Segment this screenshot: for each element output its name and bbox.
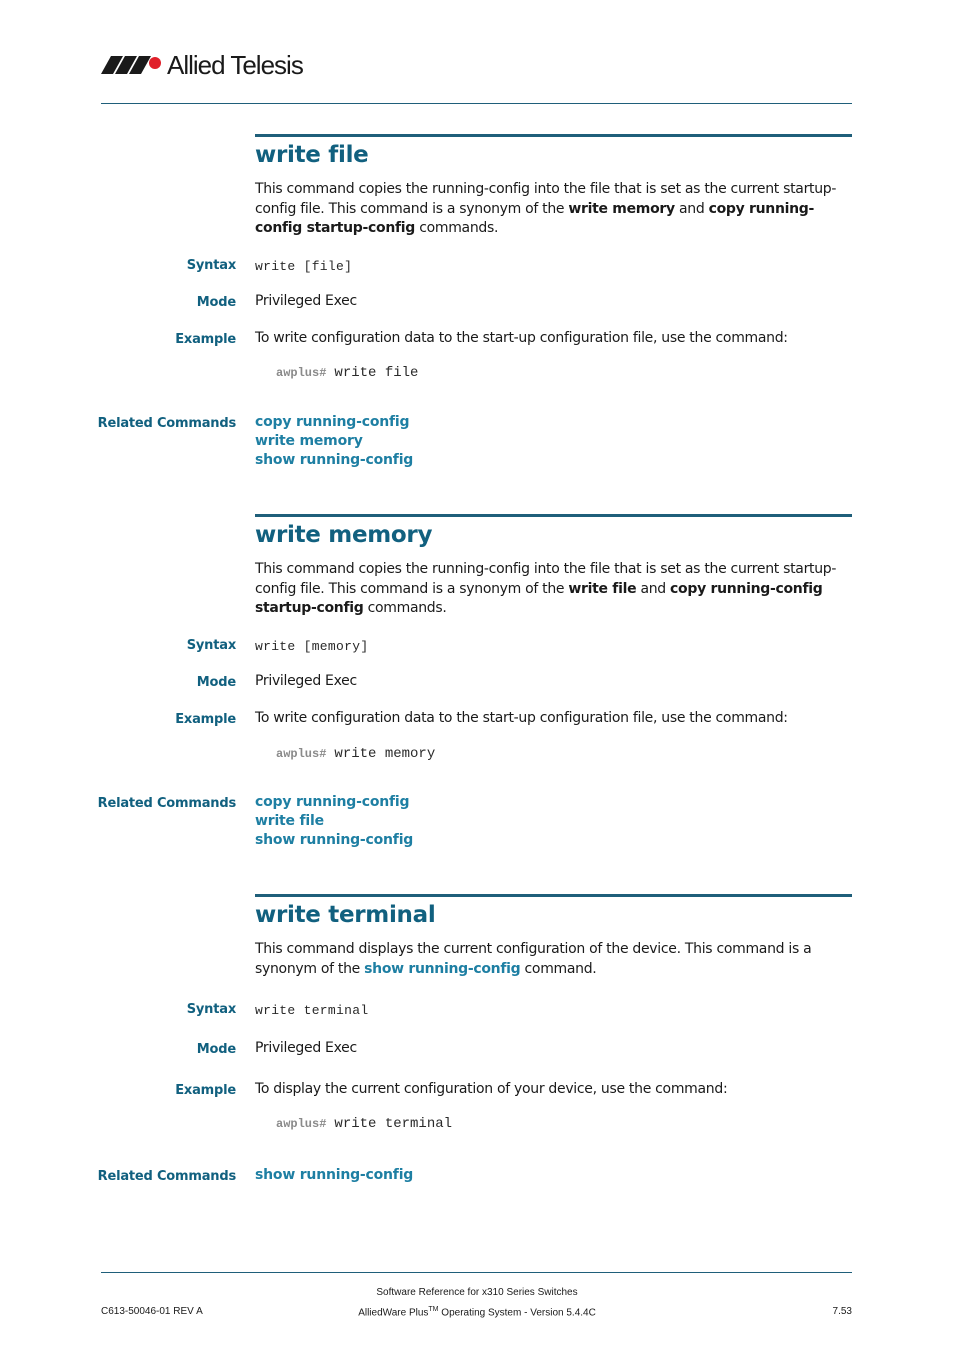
syntax-value: write [file] <box>255 259 353 274</box>
related-link[interactable]: show running-config <box>255 1167 414 1183</box>
related-link[interactable]: write file <box>255 813 324 829</box>
related-link[interactable]: show running-config <box>255 452 414 468</box>
syntax-value: write terminal <box>255 1003 369 1018</box>
code-prompt: awplus# <box>276 747 327 761</box>
related-commands-label: Related Commands <box>97 1169 236 1184</box>
inline-link[interactable]: show running-config <box>364 960 521 977</box>
footer-page-number: 7.53 <box>832 1306 852 1317</box>
mode-label: Mode <box>196 675 236 690</box>
code-command: write file <box>334 365 419 381</box>
section-description: This command copies the running-config into the file that is set as the current startup-config file. This command is a synonym of the write file and copy running-config startup-config commands. <box>255 561 837 617</box>
code-command: write memory <box>334 746 436 762</box>
example-label: Example <box>175 712 236 727</box>
syntax-label: Syntax <box>186 638 236 653</box>
brand-logo <box>101 48 303 82</box>
footer-doc-title: Software Reference for x310 Series Switches <box>376 1287 578 1298</box>
code-prompt: awplus# <box>276 1117 327 1131</box>
header-divider <box>101 103 852 104</box>
syntax-value: write [memory] <box>255 639 369 654</box>
mode-value: Privileged Exec <box>255 1040 357 1056</box>
brand-name: Allied Telesis <box>167 49 303 80</box>
related-link[interactable]: show running-config <box>255 832 414 848</box>
section-title: write file <box>255 142 369 168</box>
related-commands-label: Related Commands <box>97 416 236 431</box>
example-code <box>276 365 418 381</box>
section-title: write memory <box>255 522 433 548</box>
example-text: To display the current configuration of your device, use the command: <box>255 1081 728 1097</box>
example-label: Example <box>175 332 236 347</box>
section-rule <box>255 894 852 897</box>
section-rule <box>255 514 852 517</box>
related-commands-label: Related Commands <box>97 796 236 811</box>
section-rule <box>255 134 852 137</box>
related-link[interactable]: write memory <box>255 433 363 449</box>
example-text: To write configuration data to the start-up configuration file, use the command: <box>255 710 788 726</box>
footer-os-version: AlliedWare Plus™ Operating System - Version 5.4.4C <box>358 1306 596 1319</box>
footer-doc-code: C613-50046-01 REV A <box>101 1306 203 1317</box>
section-title: write terminal <box>255 902 436 928</box>
example-label: Example <box>175 1083 236 1098</box>
syntax-label: Syntax <box>186 1002 236 1017</box>
example-text: To write configuration data to the start-up configuration file, use the command: <box>255 330 788 346</box>
example-code <box>276 1116 452 1132</box>
mode-value: Privileged Exec <box>255 293 357 309</box>
code-prompt: awplus# <box>276 366 327 380</box>
mode-label: Mode <box>196 1042 236 1057</box>
syntax-label: Syntax <box>186 258 236 273</box>
code-command: write terminal <box>334 1116 453 1132</box>
allied-telesis-mark-icon <box>101 54 163 76</box>
section-description: This command displays the current configuration of the device. This command is a synonym of the show running-config command. <box>255 941 812 977</box>
example-code <box>276 746 435 762</box>
related-link[interactable]: copy running-config <box>255 414 410 430</box>
footer-divider <box>101 1272 852 1273</box>
section-description: This command copies the running-config into the file that is set as the current startup-config file. This command is a synonym of the write memory and copy running-config startup-config commands. <box>255 181 837 237</box>
mode-label: Mode <box>196 295 236 310</box>
related-link[interactable]: copy running-config <box>255 794 410 810</box>
mode-value: Privileged Exec <box>255 673 357 689</box>
